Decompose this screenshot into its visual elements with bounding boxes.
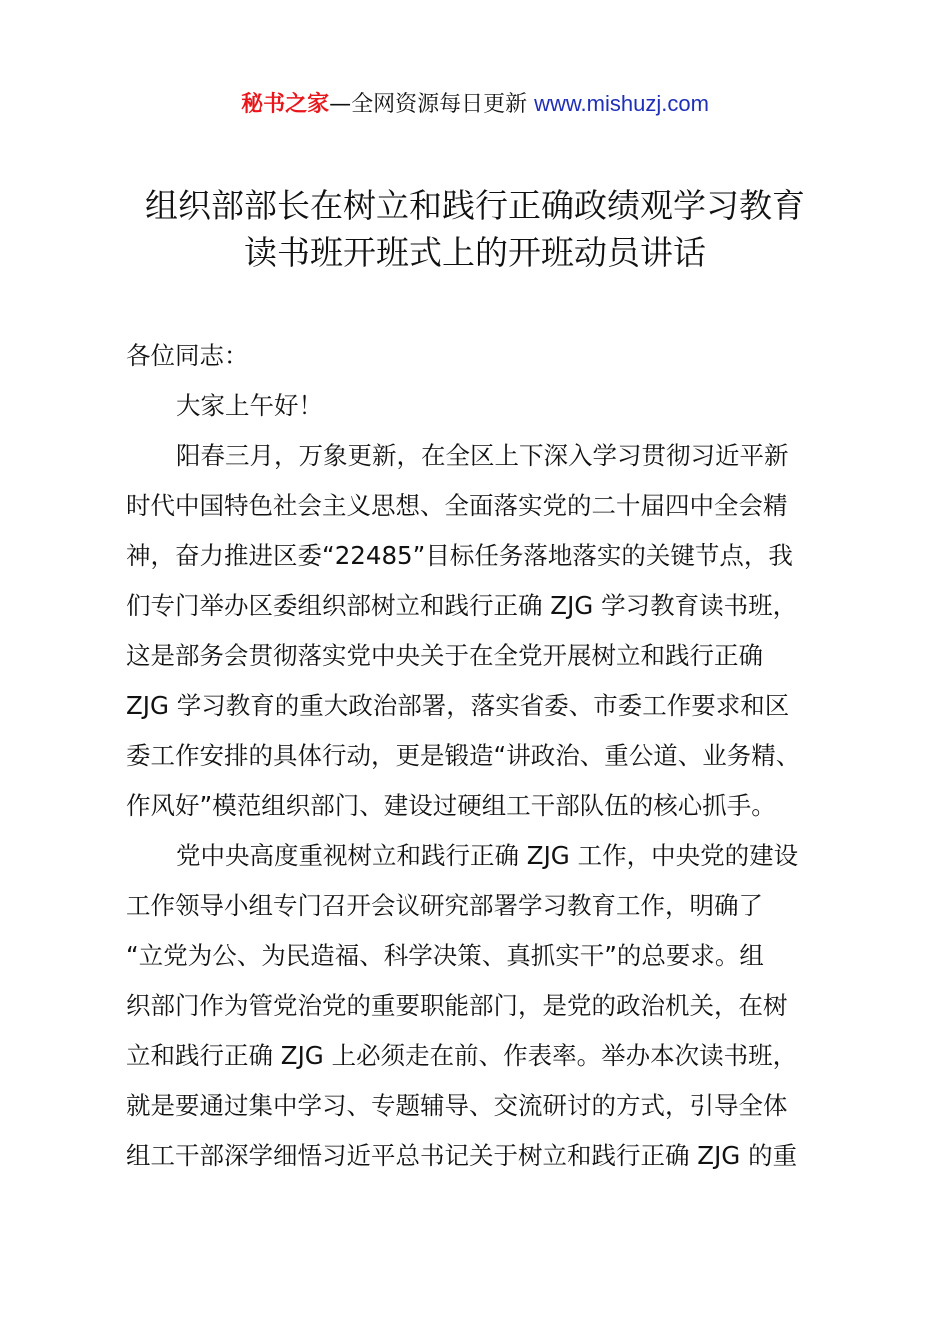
paragraph-line: 组工干部深学细悟习近平总书记关于树立和践行正确 ZJG 的重 (126, 1141, 798, 1170)
document-title (118, 182, 832, 276)
paragraph-line: 立和践行正确 ZJG 上必须走在前、作表率。举办本次读书班， (126, 1041, 798, 1070)
site-header (0, 86, 950, 123)
site-tagline: —全网资源每日更新 (329, 92, 528, 117)
paragraph-2 (126, 831, 832, 1181)
paragraph-line: 神，奋力推进区委“22485”目标任务落地落实的关键节点，我 (126, 541, 793, 570)
paragraph-line: ZJG 学习教育的重大政治部署，落实省委、市委工作要求和区 (126, 691, 790, 720)
paragraph-line: 时代中国特色社会主义思想、全面落实党的二十届四中全会精 (126, 491, 788, 520)
paragraph-line: 党中央高度重视树立和践行正确 ZJG 工作，中央党的建设 (176, 841, 799, 870)
paragraph-line: 织部门作为管党治党的重要职能部门，是党的政治机关，在树 (126, 991, 788, 1020)
greeting: 大家上午好！ (176, 391, 323, 420)
site-brand: 秘书之家 (241, 92, 330, 117)
paragraph-line: 作风好”模范组织部门、建设过硬组工干部队伍的核心抓手。 (126, 791, 776, 820)
paragraph-line: 们专门举办区委组织部树立和践行正确 ZJG 学习教育读书班， (126, 591, 798, 620)
salutation: 各位同志： (126, 341, 249, 370)
title-line-1: 组织部部长在树立和践行正确政绩观学习教育 (145, 186, 805, 225)
paragraph-line: 阳春三月，万象更新，在全区上下深入学习贯彻习近平新 (176, 441, 789, 470)
title-line-2: 读书班开班式上的开班动员讲话 (244, 233, 706, 272)
paragraph-line: 就是要通过集中学习、专题辅导、交流研讨的方式，引导全体 (126, 1091, 788, 1120)
paragraph-line: “立党为公、为民造福、科学决策、真抓实干”的总要求。组 (126, 941, 764, 970)
document-body (126, 331, 832, 1181)
paragraph-1 (126, 431, 832, 831)
paragraph-line: 这是部务会贯彻落实党中央关于在全党开展树立和践行正确 (126, 641, 763, 670)
site-url-link[interactable]: www.mishuzj.com (534, 91, 709, 116)
paragraph-line: 工作领导小组专门召开会议研究部署学习教育工作，明确了 (126, 891, 763, 920)
paragraph-line: 委工作安排的具体行动，更是锻造“讲政治、重公道、业务精、 (126, 741, 801, 770)
